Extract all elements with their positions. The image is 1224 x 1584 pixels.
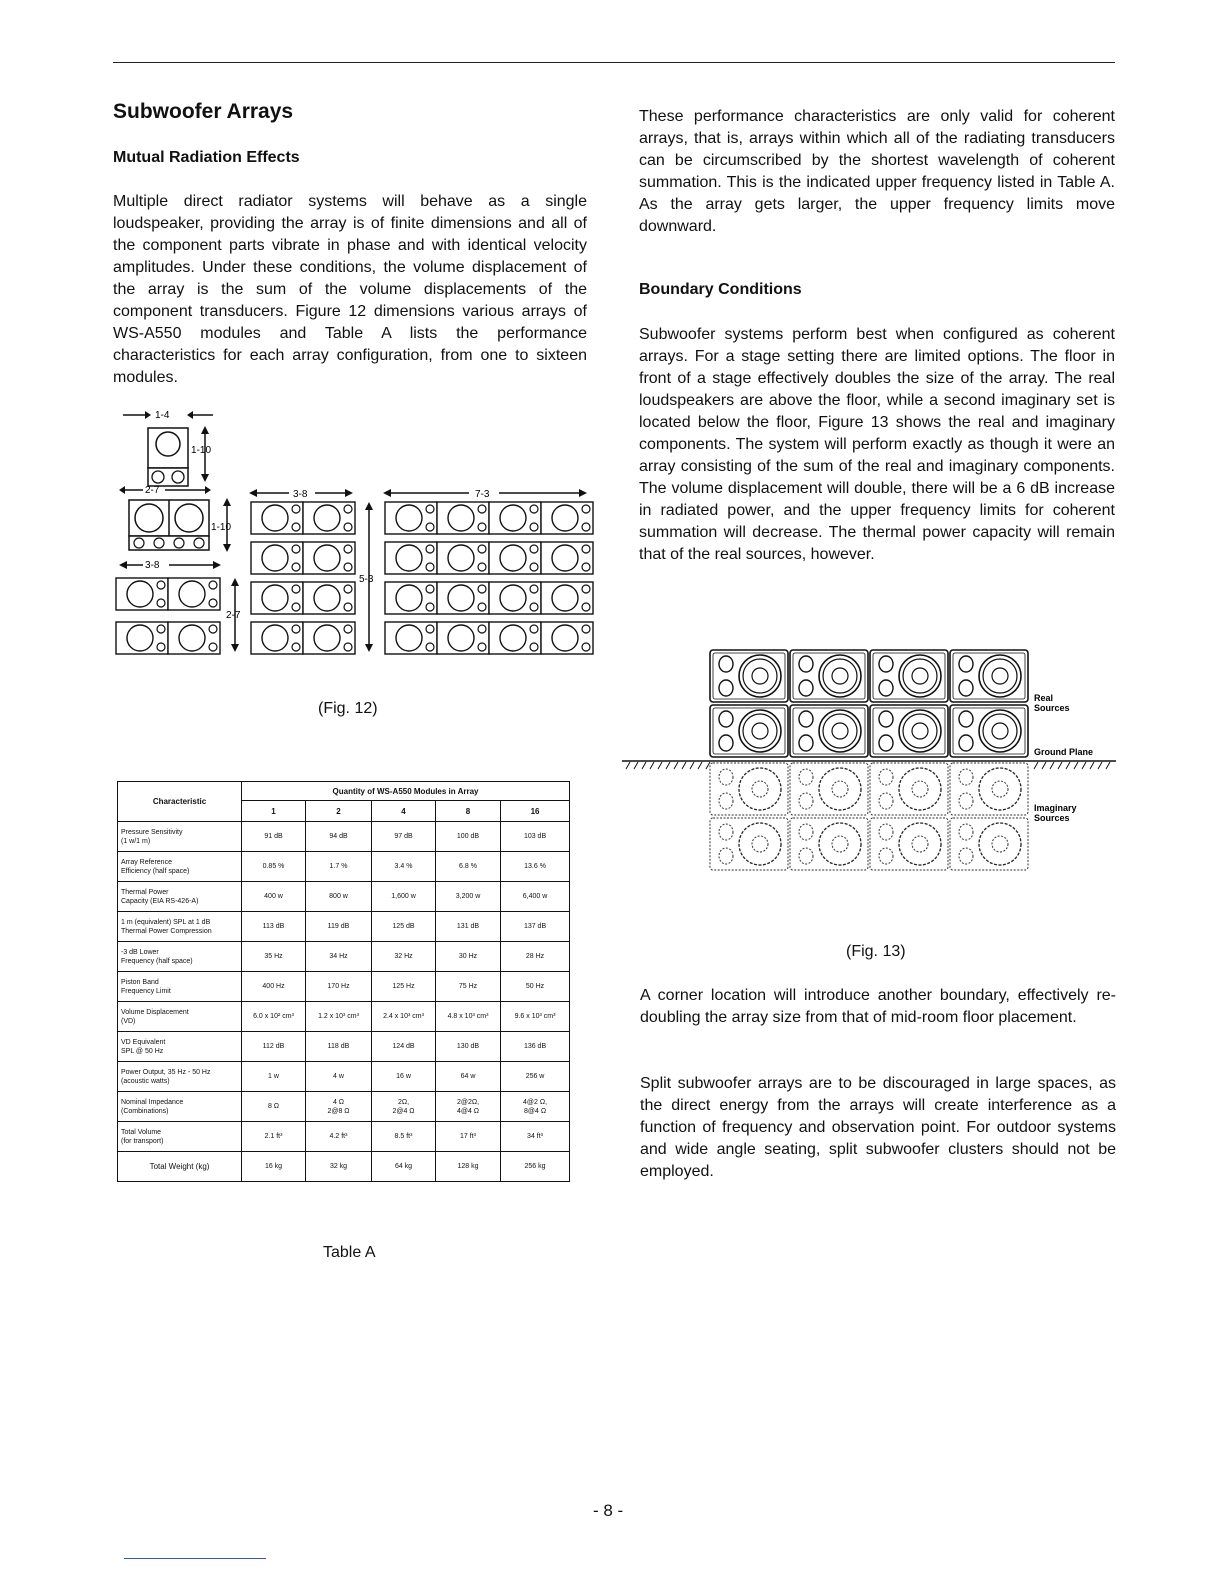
- table-cell: 100 dB: [436, 822, 501, 852]
- table-cell: [306, 1092, 372, 1122]
- page-title: Subwoofer Arrays: [113, 100, 294, 123]
- real-sources-label: Real: [1034, 693, 1054, 703]
- table-cell: 256 kg: [501, 1152, 570, 1182]
- row-label: [118, 852, 242, 882]
- corner-paragraph: A corner location will introduce another boundary, effectively re-doubling the array size from that of mid-room floor placement.: [640, 987, 1116, 1026]
- intro-paragraph: Multiple direct radiator systems will behave as a single loudspeaker, providing the array is of finite dimensions and all of the component parts vibrate in phase and with identical velocity amplitudes. Under these conditions, the volume displacement of the array is the sum of the volume displacements of the component transducers. Figure 12 dimensions various arrays of WS-A550 modules and Table A lists the performance characteristics for each array configuration, from one to sixteen modules.: [113, 193, 587, 386]
- table-cell: 4 w: [306, 1062, 372, 1092]
- group-header: Quantity of WS-A550 Modules in Array: [242, 782, 570, 801]
- table-cell: 32 Hz: [372, 942, 436, 972]
- table-cell: 125 dB: [372, 912, 436, 942]
- table-cell: 2.4 x 10³ cm³: [372, 1002, 436, 1032]
- row-label-line: (VD): [121, 1017, 136, 1025]
- table-cell: 16 w: [372, 1062, 436, 1092]
- table-cell: 113 dB: [242, 912, 306, 942]
- dim-label: 5-3: [359, 574, 374, 585]
- table-row: [118, 1032, 570, 1062]
- table-cell: 30 Hz: [436, 942, 501, 972]
- table-cell: 131 dB: [436, 912, 501, 942]
- table-cell-line: 8@4 Ω: [523, 1107, 547, 1115]
- table-cell: 103 dB: [501, 822, 570, 852]
- array-1-module: [148, 428, 188, 486]
- table-cell: 64 w: [436, 1062, 501, 1092]
- row-label: [118, 1002, 242, 1032]
- dim-label: 1-10: [211, 522, 232, 533]
- table-cell: 28 Hz: [501, 942, 570, 972]
- row-label: [118, 1062, 242, 1092]
- row-label: [118, 972, 242, 1002]
- table-cell: 35 Hz: [242, 942, 306, 972]
- table-row: [118, 852, 570, 882]
- table-cell-line: 4 Ω: [332, 1098, 345, 1106]
- table-caption: Table A: [323, 1244, 376, 1261]
- row-label-line: Total Weight (kg): [149, 1162, 210, 1171]
- table-cell: 50 Hz: [501, 972, 570, 1002]
- row-label: [118, 1152, 242, 1182]
- table-cell: 400 Hz: [242, 972, 306, 1002]
- column-header: 4: [372, 801, 436, 822]
- table-cell: 1 w: [242, 1062, 306, 1092]
- dim-label: 2-7: [145, 485, 160, 496]
- column-header: 2: [306, 801, 372, 822]
- table-cell: 6.8 %: [436, 852, 501, 882]
- table-cell-line: 8 Ω: [267, 1103, 280, 1110]
- dim-label: 1-4: [155, 410, 170, 421]
- table-row: [118, 1062, 570, 1092]
- table-cell: 94 dB: [306, 822, 372, 852]
- array-2-modules: [129, 500, 209, 550]
- table-cell: 34 ft³: [501, 1122, 570, 1152]
- section-subtitle: Mutual Radiation Effects: [113, 149, 300, 166]
- row-label-line: -3 dB Lower: [121, 948, 159, 956]
- column-header: 8: [436, 801, 501, 822]
- table-cell: 1,600 w: [372, 882, 436, 912]
- table-row: [118, 1092, 570, 1122]
- table-cell: 97 dB: [372, 822, 436, 852]
- row-label-line: Efficiency (half space): [121, 867, 190, 875]
- row-label-line: 1 m (equivalent) SPL at 1 dB: [121, 918, 211, 926]
- split-arrays-paragraph: Split subwoofer arrays are to be discouraged in large spaces, as the direct energy from the arrays will create interference as a function of frequency and observation point. For outdoor systems and wide angle seating, split subwoofer clusters should not be employed.: [640, 1075, 1116, 1180]
- table-cell: 124 dB: [372, 1032, 436, 1062]
- row-label: [118, 822, 242, 852]
- table-cell: 6,400 w: [501, 882, 570, 912]
- table-cell: 64 kg: [372, 1152, 436, 1182]
- table-cell: 800 w: [306, 882, 372, 912]
- table-cell: 125 Hz: [372, 972, 436, 1002]
- table-cell: 2.1 ft³: [242, 1122, 306, 1152]
- table-cell: 119 dB: [306, 912, 372, 942]
- table-row: [118, 942, 570, 972]
- footer-rule: [124, 1558, 266, 1559]
- table-cell: 0.85 %: [242, 852, 306, 882]
- row-label: [118, 882, 242, 912]
- table-row: [118, 1152, 570, 1182]
- table-cell: 16 kg: [242, 1152, 306, 1182]
- row-label: [118, 1092, 242, 1122]
- table-cell: 17 ft³: [436, 1122, 501, 1152]
- table-cell: 4.2 ft³: [306, 1122, 372, 1152]
- row-label-line: SPL @ 50 Hz: [121, 1047, 164, 1055]
- table-cell: 4.8 x 10³ cm³: [436, 1002, 501, 1032]
- table-cell: 3.4 %: [372, 852, 436, 882]
- table-row: [118, 822, 570, 852]
- row-label-line: Frequency Limit: [121, 987, 171, 995]
- row-label: [118, 1032, 242, 1062]
- row-label-line: (1 w/1 m): [121, 837, 151, 845]
- table-cell-line: 4@4 Ω: [456, 1107, 480, 1115]
- table-cell: 130 dB: [436, 1032, 501, 1062]
- table-cell: 1.2 x 10³ cm³: [306, 1002, 372, 1032]
- table-cell-line: 2@2Ω,: [456, 1098, 480, 1106]
- figure-12: [113, 398, 603, 660]
- row-label-line: Capacity (EIA RS-426-A): [121, 897, 199, 905]
- table-cell: [501, 1092, 570, 1122]
- row-label-line: Frequency (half space): [121, 957, 193, 965]
- table-cell: 32 kg: [306, 1152, 372, 1182]
- real-sources-label: Sources: [1034, 703, 1070, 713]
- table-cell: 91 dB: [242, 822, 306, 852]
- table-cell: [436, 1092, 501, 1122]
- table-cell: 75 Hz: [436, 972, 501, 1002]
- coherence-paragraph: These performance characteristics are only valid for coherent arrays, that is, arrays within which all of the radiating transducers can be circumscribed by the shortest wavelength of coherent summation. This is the indicated upper frequency listed in Table A. As the array gets larger, the upper frequency limits move downward.: [639, 108, 1115, 235]
- table-cell: 3,200 w: [436, 882, 501, 912]
- table-cell: 128 kg: [436, 1152, 501, 1182]
- row-label-line: (Combinations): [121, 1107, 169, 1115]
- figure-13-caption: (Fig. 13): [846, 943, 906, 960]
- boundary-paragraph: Subwoofer systems perform best when configured as coherent arrays. For a stage setting there are limited options. The floor in front of a stage effectively doubles the size of the array. The real loudspeakers are above the floor, while a second imaginary set is located below the floor, Figure 13 shows the real and imaginary components. The system will perform exactly as though it were an array consisting of the sum of the real and imaginary components. The volume displacement will double, there will be a 6 dB increase in radiated power, and the upper frequency limits for coherent summation will decrease. The thermal power capacity will remain that of the real sources, however.: [639, 326, 1115, 563]
- row-label: [118, 1122, 242, 1152]
- row-label-line: Thermal Power: [121, 888, 169, 896]
- row-label-line: (for transport): [121, 1137, 164, 1145]
- table-cell-line: 2Ω,: [397, 1098, 410, 1106]
- table-row: [118, 972, 570, 1002]
- column-header: 1: [242, 801, 306, 822]
- table-cell: 6.0 x 10² cm³: [242, 1002, 306, 1032]
- page-number: - 8 -: [593, 1501, 624, 1520]
- row-label: [118, 912, 242, 942]
- row-label-line: (acoustic watts): [121, 1077, 170, 1085]
- row-label-line: Volume Displacement: [121, 1008, 189, 1016]
- imaginary-sources-label: Imaginary: [1034, 803, 1077, 813]
- figure-12-caption: (Fig. 12): [318, 700, 378, 717]
- dim-label: 7-3: [475, 489, 490, 500]
- table-row: [118, 1122, 570, 1152]
- row-label: [118, 942, 242, 972]
- table-cell: 13.6 %: [501, 852, 570, 882]
- table-cell-line: 2@4 Ω: [392, 1107, 415, 1115]
- table-cell: [242, 1092, 306, 1122]
- table-cell: 8.5 ft³: [372, 1122, 436, 1152]
- dim-label: 3-8: [293, 489, 308, 500]
- table-cell: [372, 1092, 436, 1122]
- column-header: 16: [501, 801, 570, 822]
- row-label-line: Pressure Sensitivity: [121, 828, 183, 836]
- imaginary-sources-label: Sources: [1034, 813, 1070, 823]
- table-cell: 112 dB: [242, 1032, 306, 1062]
- table-row: [118, 1002, 570, 1032]
- table-cell: 137 dB: [501, 912, 570, 942]
- row-label-line: Total Volume: [121, 1128, 162, 1136]
- table-a: [117, 781, 570, 1182]
- table-cell-line: 2@8 Ω: [327, 1107, 350, 1115]
- characteristic-header: Characteristic: [118, 782, 242, 822]
- dim-label: 3-8: [145, 560, 160, 571]
- row-label-line: Thermal Power Compression: [121, 927, 212, 935]
- boundary-heading: Boundary Conditions: [639, 281, 802, 298]
- ground-plane-label: Ground Plane: [1034, 747, 1094, 757]
- dim-label: 1-10: [191, 445, 212, 456]
- table-cell-line: 4@2 Ω,: [523, 1098, 548, 1106]
- row-label-line: Nominal Impedance: [121, 1098, 184, 1106]
- table-cell: 256 w: [501, 1062, 570, 1092]
- table-cell: 34 Hz: [306, 942, 372, 972]
- row-label-line: Piston Band: [121, 978, 159, 986]
- table-cell: 118 dB: [306, 1032, 372, 1062]
- top-rule: [113, 62, 1115, 63]
- figure-13: [620, 645, 1120, 879]
- table-cell: 1.7 %: [306, 852, 372, 882]
- dim-label: 2-7: [226, 610, 241, 621]
- row-label-line: Power Output, 35 Hz - 50 Hz: [121, 1068, 211, 1076]
- table-cell: 400 w: [242, 882, 306, 912]
- table-cell: 9.6 x 10³ cm³: [501, 1002, 570, 1032]
- table-row: [118, 882, 570, 912]
- row-label-line: VD Equivalent: [121, 1038, 166, 1046]
- table-cell: 170 Hz: [306, 972, 372, 1002]
- row-label-line: Array Reference: [121, 858, 172, 866]
- table-row: [118, 912, 570, 942]
- table-cell: 136 dB: [501, 1032, 570, 1062]
